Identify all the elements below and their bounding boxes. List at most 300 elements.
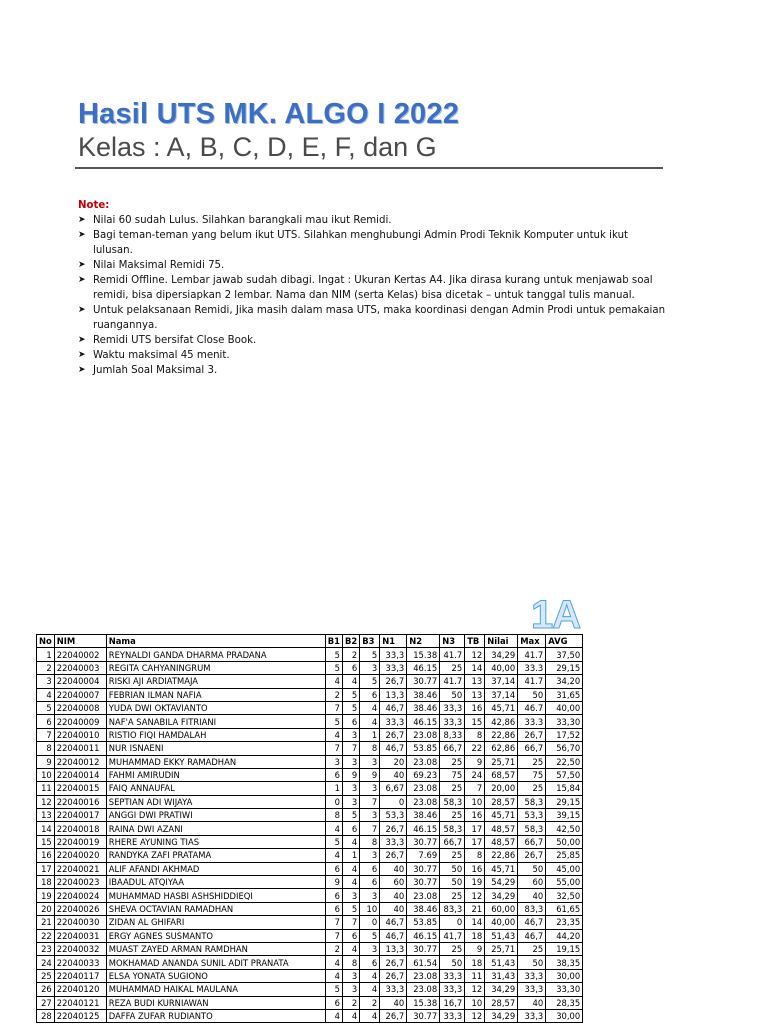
table-cell: 40,00 [485,661,518,674]
table-row [37,916,583,929]
table-cell: 46.15 [407,929,440,942]
table-cell: 50 [440,862,465,875]
table-cell: 5 [360,929,380,942]
table-row [37,822,583,835]
note-item: ➤ Bagi teman-teman yang belum ikut UTS. Silahkan menghubungi Admin Prodi Teknik Komputer untuk ikut lulusan. [78,228,668,258]
table-cell: 5 [325,648,342,661]
table-cell: 16 [465,701,485,714]
note-item: ➤ Jumlah Soal Maksimal 3. [78,363,668,378]
column-header: TB [465,635,485,648]
table-cell: 26,7 [380,969,407,982]
table-cell: MUHAMMAD EKKY RAMADHAN [106,755,325,768]
table-row [37,889,583,902]
table-cell: 3 [360,889,380,902]
table-cell: SEPTIAN ADI WIJAYA [106,795,325,808]
table-cell: MUHAMMAD HASBI ASHSHIDDIEQI [106,889,325,902]
table-cell: 24 [465,768,485,781]
table-cell: 22040120 [54,983,106,996]
table-cell: 38.46 [407,688,440,701]
table-cell: 41,7 [440,929,465,942]
table-cell: 23.08 [407,889,440,902]
table-cell: 40 [380,768,407,781]
table-cell: 25 [440,755,465,768]
table-cell: 11 [465,969,485,982]
table-cell: 50 [440,956,465,969]
table-cell: 22040033 [54,956,106,969]
table-cell: 42,50 [546,822,583,835]
table-cell: 13,3 [380,688,407,701]
table-cell: 58,3 [518,822,546,835]
table-cell: 4 [325,849,342,862]
table-cell: 34,29 [485,983,518,996]
table-cell: 13 [37,809,55,822]
table-cell: 7 [37,728,55,741]
table-cell: RHERE AYUNING TIAS [106,835,325,848]
table-cell: 40 [518,889,546,902]
table-cell: 4 [325,956,342,969]
table-cell: 3 [37,675,55,688]
table-cell: 7 [325,929,342,942]
grades-table [36,634,583,1023]
table-cell: 46,7 [380,742,407,755]
table-cell: 27 [37,996,55,1009]
table-cell: 58,3 [440,795,465,808]
table-cell: 10 [37,768,55,781]
table-header-row [37,635,583,648]
table-cell: 22040015 [54,782,106,795]
table-cell: 22040021 [54,862,106,875]
table-cell: 16 [37,849,55,862]
table-cell: YUDA DWI OKTAVIANTO [106,701,325,714]
notes-heading: Note: [78,200,110,211]
table-cell: 60,00 [485,902,518,915]
table-cell: 22040003 [54,661,106,674]
table-cell: 69.23 [407,768,440,781]
table-cell: MUAST ZAYED ARMAN RAMDHAN [106,942,325,955]
table-cell: NUR ISNAENI [106,742,325,755]
table-cell: 66,7 [440,835,465,848]
table-cell: ELSA YONATA SUGIONO [106,969,325,982]
table-cell: 40,00 [485,916,518,929]
table-cell: RISTIO FIQI HAMDALAH [106,728,325,741]
table-cell: 23,35 [546,916,583,929]
table-cell: 6 [360,688,380,701]
table-cell: 22040018 [54,822,106,835]
table-cell: RANDYKA ZAFI PRATAMA [106,849,325,862]
table-cell: 7 [360,822,380,835]
table-cell: 40 [380,862,407,875]
table-cell: 22 [37,929,55,942]
table-cell: 20 [37,902,55,915]
table-cell: DAFFA ZUFAR RUDIANTO [106,1009,325,1022]
table-cell: 3 [360,849,380,862]
table-cell: 26,7 [380,728,407,741]
table-cell: 61.54 [407,956,440,969]
table-cell: 22040009 [54,715,106,728]
table-cell: 0 [360,916,380,929]
table-cell: 3 [360,942,380,955]
table-cell: 26,7 [518,728,546,741]
table-cell: 41.7 [518,675,546,688]
table-cell: 15,84 [546,782,583,795]
table-row [37,648,583,661]
table-cell: 23.08 [407,969,440,982]
page-subtitle: Kelas : A, B, C, D, E, F, dan G [78,132,437,162]
table-cell: 48,57 [485,835,518,848]
table-cell: 1 [325,782,342,795]
table-cell: 53.85 [407,742,440,755]
table-cell: 22040007 [54,688,106,701]
table-cell: 30.77 [407,1009,440,1022]
table-cell: 23.08 [407,795,440,808]
table-cell: 6 [360,862,380,875]
table-cell: 22,86 [485,728,518,741]
table-cell: 18 [465,956,485,969]
table-cell: 3 [360,782,380,795]
table-cell: 22040026 [54,902,106,915]
table-cell: 10 [465,996,485,1009]
notes-list [78,213,668,378]
table-cell: 5 [360,675,380,688]
table-cell: 22040121 [54,996,106,1009]
table-row [37,795,583,808]
table-cell: 17,52 [546,728,583,741]
table-cell: 50 [518,956,546,969]
table-cell: 53,3 [380,809,407,822]
table-cell: 16,7 [440,996,465,1009]
table-cell: 5 [342,701,359,714]
table-cell: 53,3 [518,809,546,822]
table-cell: 29,15 [546,661,583,674]
table-cell: 33,3 [380,835,407,848]
table-cell: 33,3 [380,715,407,728]
table-row [37,969,583,982]
table-cell: 22040008 [54,701,106,714]
table-cell: 62,86 [485,742,518,755]
table-cell: 3 [360,809,380,822]
table-cell: 32,50 [546,889,583,902]
table-cell: 1 [342,849,359,862]
table-cell: 4 [360,701,380,714]
table-cell: 2 [37,661,55,674]
table-cell: 16 [465,862,485,875]
table-cell: 7 [342,742,359,755]
table-cell: 75 [518,768,546,781]
table-cell: 8 [360,742,380,755]
table-cell: 38.46 [407,809,440,822]
table-cell: 8 [465,728,485,741]
table-cell: 26,7 [380,822,407,835]
column-header: B1 [325,635,342,648]
table-row [37,688,583,701]
table-cell: 45,71 [485,809,518,822]
table-cell: 15 [37,835,55,848]
table-cell: 46.7 [518,701,546,714]
column-header: N2 [407,635,440,648]
table-cell: 16 [465,809,485,822]
table-cell: 9 [342,768,359,781]
table-cell: 13 [465,675,485,688]
table-cell: 24 [37,956,55,969]
table-cell: 58,3 [518,795,546,808]
table-cell: NAF'A SANABILA FITRIANI [106,715,325,728]
table-cell: 17 [37,862,55,875]
title-divider [75,167,663,169]
table-cell: 2 [325,942,342,955]
table-cell: 40 [518,996,546,1009]
table-cell: 46,7 [518,916,546,929]
table-cell: 39,15 [546,809,583,822]
table-cell: 0 [440,916,465,929]
table-cell: 37,14 [485,675,518,688]
table-cell: 6 [342,661,359,674]
table-cell: 31,43 [485,969,518,982]
table-cell: MOKHAMAD ANANDA SUNIL ADIT PRANATA [106,956,325,969]
table-cell: 51,43 [485,956,518,969]
table-cell: 20,00 [485,782,518,795]
table-cell: REGITA CAHYANINGRUM [106,661,325,674]
table-cell: 4 [342,942,359,955]
table-cell: 33,3 [440,969,465,982]
table-cell: 33,30 [546,983,583,996]
table-cell: 25 [518,942,546,955]
table-cell: 18 [37,876,55,889]
table-cell: 33.3 [518,661,546,674]
table-cell: 25 [440,661,465,674]
table-cell: 26 [37,983,55,996]
table-cell: 41.7 [518,648,546,661]
table-cell: 22040016 [54,795,106,808]
table-row [37,809,583,822]
table-cell: 7 [360,795,380,808]
table-row [37,876,583,889]
note-item: ➤ Nilai 60 sudah Lulus. Silahkan barangkali mau ikut Remidi. [78,213,668,228]
table-cell: 33,3 [380,661,407,674]
table-cell: 61,65 [546,902,583,915]
table-cell: 4 [325,728,342,741]
table-row [37,983,583,996]
table-cell: 5 [360,648,380,661]
table-cell: 22040004 [54,675,106,688]
table-cell: 13 [465,688,485,701]
table-cell: FAHMI AMIRUDIN [106,768,325,781]
table-cell: 23 [37,942,55,955]
table-cell: 50 [518,688,546,701]
table-cell: 2 [360,996,380,1009]
table-cell: REZA BUDI KURNIAWAN [106,996,325,1009]
table-cell: 3 [342,969,359,982]
table-cell: 22,50 [546,755,583,768]
table-cell: 33,3 [518,1009,546,1022]
table-cell: 4 [342,1009,359,1022]
table-cell: 13,3 [380,942,407,955]
table-cell: 9 [37,755,55,768]
table-cell: 4 [360,715,380,728]
table-cell: 8 [342,956,359,969]
table-cell: 34,29 [485,889,518,902]
table-cell: 38.46 [407,902,440,915]
table-cell: 46,7 [380,929,407,942]
table-cell: 34,20 [546,675,583,688]
table-cell: IBAADUL ATQIYAA [106,876,325,889]
table-cell: RISKI AJI ARDIATMAJA [106,675,325,688]
table-cell: 46,7 [518,929,546,942]
note-item: ➤ Untuk pelaksanaan Remidi, Jika masih dalam masa UTS, maka koordinasi dengan Admin Prodi untuk pemakaian ruangannya. [78,303,668,333]
table-cell: 22040020 [54,849,106,862]
table-row [37,835,583,848]
column-header: NIM [54,635,106,648]
table-cell: 3 [342,755,359,768]
table-cell: 7 [325,742,342,755]
table-cell: 5 [342,809,359,822]
table-row [37,755,583,768]
table-cell: 26,7 [380,849,407,862]
table-cell: 22040030 [54,916,106,929]
table-cell: 4 [342,835,359,848]
column-header: N1 [380,635,407,648]
table-cell: 10 [360,902,380,915]
table-cell: 17 [465,822,485,835]
table-cell: 48,57 [485,822,518,835]
table-cell: 33,3 [380,983,407,996]
table-cell: 5 [325,835,342,848]
table-cell: 83,3 [440,902,465,915]
table-cell: 8,33 [440,728,465,741]
table-cell: 22040002 [54,648,106,661]
table-cell: 3 [325,755,342,768]
table-cell: ANGGI DWI PRATIWI [106,809,325,822]
table-cell: 42,86 [485,715,518,728]
table-cell: 30.77 [407,942,440,955]
table-cell: 5 [325,661,342,674]
table-cell: 9 [465,942,485,955]
table-cell: 30.77 [407,862,440,875]
table-cell: SHEVA OCTAVIAN RAMADHAN [106,902,325,915]
table-cell: 41.7 [440,675,465,688]
table-cell: 26,7 [380,956,407,969]
table-cell: 25 [518,782,546,795]
table-cell: 25 [440,849,465,862]
table-cell: 37,14 [485,688,518,701]
table-cell: MUHAMMAD HAIKAL MAULANA [106,983,325,996]
table-cell: 6 [342,929,359,942]
table-cell: 3 [360,755,380,768]
table-cell: 25 [37,969,55,982]
table-cell: 45,71 [485,862,518,875]
column-header: AVG [546,635,583,648]
table-cell: 66,7 [518,742,546,755]
table-cell: 22040024 [54,889,106,902]
table-cell: 33,3 [518,983,546,996]
table-row [37,782,583,795]
table-cell: 60 [380,876,407,889]
table-cell: 4 [325,969,342,982]
table-cell: 29,15 [546,795,583,808]
table-cell: 4 [37,688,55,701]
table-cell: 4 [342,862,359,875]
table-cell: 12 [465,648,485,661]
table-cell: 46.15 [407,822,440,835]
table-cell: 3 [360,661,380,674]
table-cell: 25,71 [485,942,518,955]
table-row [37,768,583,781]
table-cell: 40 [380,889,407,902]
table-cell: 11 [37,782,55,795]
table-cell: 3 [342,782,359,795]
table-cell: 45,71 [485,701,518,714]
table-cell: 5 [342,688,359,701]
table-cell: 33,3 [518,969,546,982]
page-title: Hasil UTS MK. ALGO I 2022 [78,98,460,130]
table-cell: 19 [37,889,55,902]
table-row [37,675,583,688]
table-row [37,1009,583,1022]
table-cell: 3 [342,795,359,808]
table-cell: 18 [465,929,485,942]
table-cell: 23.08 [407,728,440,741]
table-row [37,862,583,875]
table-cell: RAINA DWI AZANI [106,822,325,835]
table-cell: 66,7 [518,835,546,848]
table-cell: 34,29 [485,648,518,661]
table-cell: 23.08 [407,782,440,795]
table-cell: 22040017 [54,809,106,822]
table-cell: 2 [325,688,342,701]
table-cell: 45,00 [546,862,583,875]
table-cell: 28,57 [485,996,518,1009]
note-item: ➤ Waktu maksimal 45 menit. [78,348,668,363]
note-item: ➤ Remidi Offline. Lembar jawab sudah dibagi. Ingat : Ukuran Kertas A4. Jika dirasa kurang untuk menjawab soal remidi, bisa dipersiapkan 2 lembar. Nama dan NIM (serta Kelas) bisa dicetak – untuk tanggal tulis manual. [78,273,668,303]
table-cell: 46.15 [407,661,440,674]
table-cell: 57,50 [546,768,583,781]
table-cell: 56,70 [546,742,583,755]
table-cell: 6 [342,822,359,835]
table-cell: 5 [325,715,342,728]
table-cell: 8 [37,742,55,755]
table-cell: 6 [342,715,359,728]
table-cell: 50,00 [546,835,583,848]
column-header: B2 [342,635,359,648]
table-cell: ALIF AFANDI AKHMAD [106,862,325,875]
table-cell: 53.85 [407,916,440,929]
table-cell: 33.3 [518,715,546,728]
table-cell: 7 [325,916,342,929]
table-cell: 68,57 [485,768,518,781]
notes-section [78,200,668,378]
table-cell: 54,29 [485,876,518,889]
table-cell: REYNALDI GANDA DHARMA PRADANA [106,648,325,661]
table-cell: 9 [360,768,380,781]
table-cell: 38,35 [546,956,583,969]
table-cell: 3 [342,983,359,996]
table-cell: 4 [360,1009,380,1022]
table-cell: 26,7 [518,849,546,862]
table-cell: 50 [440,876,465,889]
table-cell: 7 [342,916,359,929]
table-cell: 75 [440,768,465,781]
table-row [37,701,583,714]
table-row [37,902,583,915]
table-cell: 0 [325,795,342,808]
table-cell: 22040031 [54,929,106,942]
column-header: No [37,635,55,648]
table-cell: 22040011 [54,742,106,755]
table-cell: 22040023 [54,876,106,889]
table-cell: 6,67 [380,782,407,795]
table-cell: FEBRIAN ILMAN NAFIA [106,688,325,701]
table-cell: 19 [465,876,485,889]
table-cell: 33,30 [546,715,583,728]
